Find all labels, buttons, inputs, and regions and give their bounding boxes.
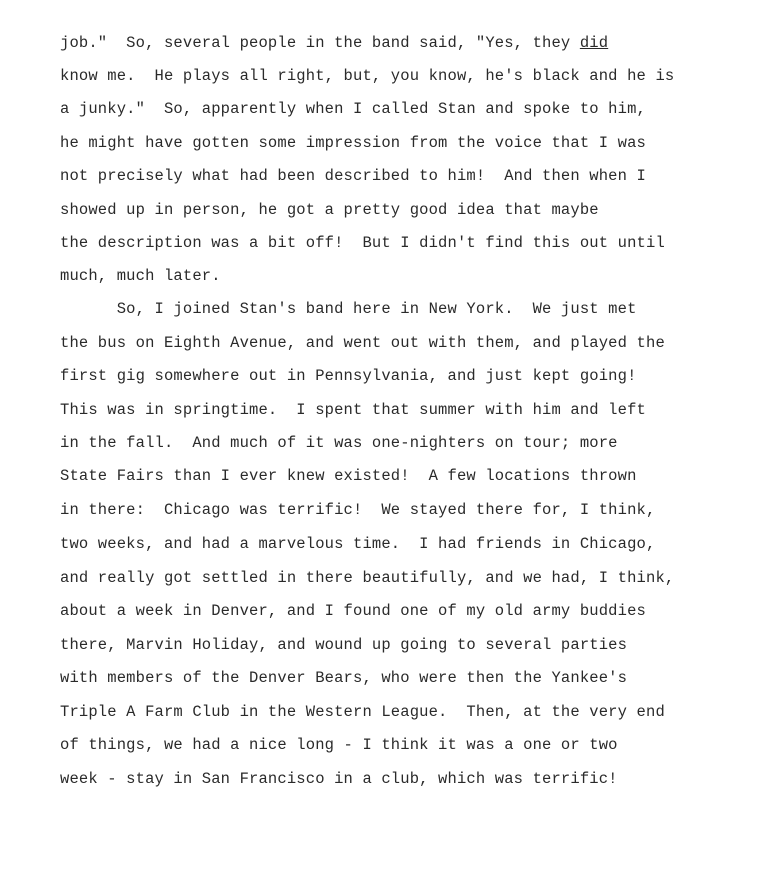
text-line-20: with members of the Denver Bears, who were then the Yankee's — [60, 669, 628, 687]
text-line-13: in the fall. And much of it was one-nighters on tour; more — [60, 434, 618, 452]
underlined-word: did — [579, 34, 609, 52]
text-line-15: in there: Chicago was terrific! We stayed there for, I think, — [60, 501, 656, 519]
text-line-3: a junky." So, apparently when I called Stan and spoke to him, — [60, 100, 646, 118]
text-line-14: State Fairs than I ever knew existed! A few locations thrown — [60, 467, 637, 485]
text-line-7: the description was a bit off! But I didn't find this out until — [60, 234, 665, 252]
text-line-22: of things, we had a nice long - I think it was a one or two — [60, 736, 618, 754]
text-line-11: first gig somewhere out in Pennsylvania, and just kept going! — [60, 367, 637, 385]
text-line-1 — [60, 33, 608, 53]
text-line-18: about a week in Denver, and I found one of my old army buddies — [60, 602, 646, 620]
text-line-12: This was in springtime. I spent that summer with him and left — [60, 401, 646, 419]
text-line-23: week - stay in San Francisco in a club, which was terrific! — [60, 770, 618, 788]
text-line-2: know me. He plays all right, but, you know, he's black and he is — [60, 67, 675, 85]
text-line-9: So, I joined Stan's band here in New York. We just met — [60, 300, 637, 318]
text-line-17: and really got settled in there beautifully, and we had, I think, — [60, 569, 675, 587]
text-line-1-start: job." So, several people in the band said, "Yes, they — [60, 34, 580, 52]
text-line-8: much, much later. — [60, 267, 221, 285]
text-line-21: Triple A Farm Club in the Western League. Then, at the very end — [60, 703, 665, 721]
text-line-19: there, Marvin Holiday, and wound up going to several parties — [60, 636, 628, 654]
text-line-10: the bus on Eighth Avenue, and went out with them, and played the — [60, 334, 665, 352]
text-line-16: two weeks, and had a marvelous time. I had friends in Chicago, — [60, 535, 656, 553]
text-line-6: showed up in person, he got a pretty good idea that maybe — [60, 201, 599, 219]
text-line-5: not precisely what had been described to him! And then when I — [60, 167, 646, 185]
text-line-4: he might have gotten some impression from the voice that I was — [60, 134, 646, 152]
